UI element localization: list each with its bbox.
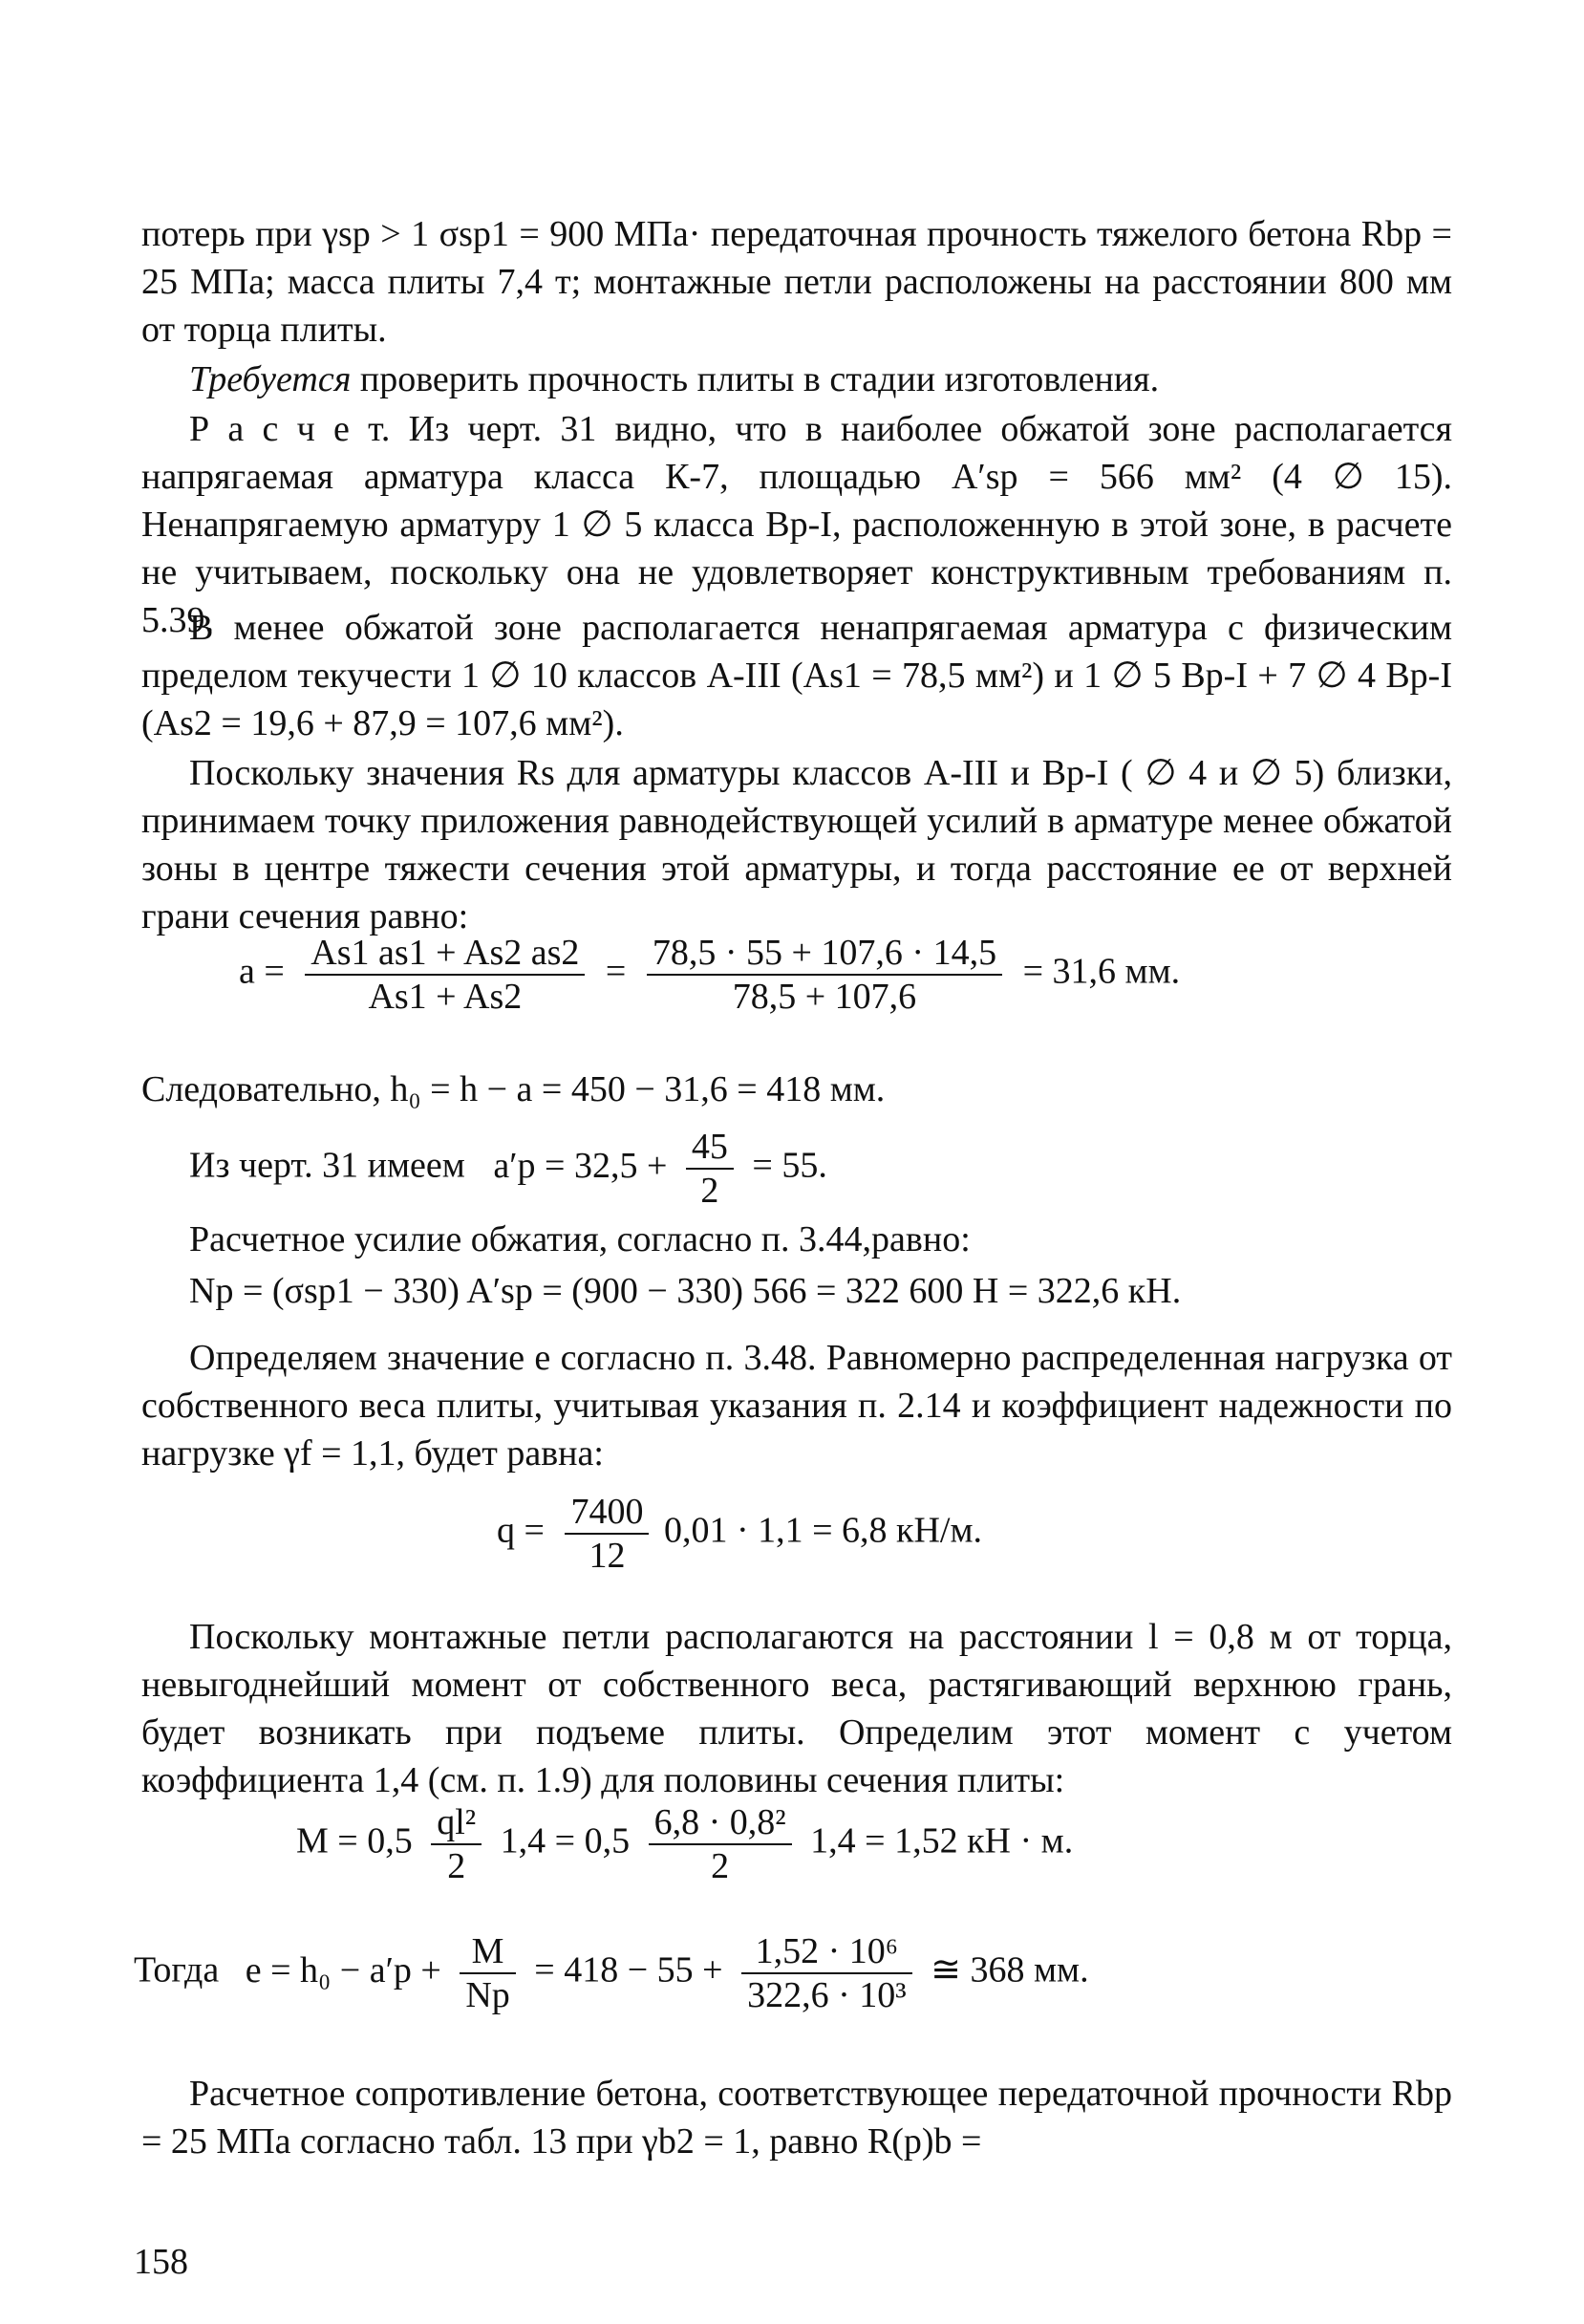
formula-m-result: 1,4 = 1,52 кН · м. xyxy=(810,1820,1074,1861)
paragraph-required xyxy=(141,355,1452,403)
paragraph-h0: Следовательно, h₀ = h − a = 450 − 31,6 = 418 мм. xyxy=(141,1069,886,1109)
paragraph-mounting-loops: Поскольку монтажные петли располагаются на расстоянии l = 0,8 м от торца, невыгоднейший момент от собственного веса, растягивающий верхнюю грань, будет возникать при подъеме плиты. Определим этот момент с учетом коэффициента 1,4 (см. п. 1.9) для половины сечения плиты: xyxy=(141,1617,1452,1800)
fraction-a-symbolic xyxy=(305,932,585,1018)
fraction-e-symbolic xyxy=(460,1930,515,2016)
calc-heading: Р а с ч е т. xyxy=(189,409,391,449)
fraction-numerator: 45 xyxy=(686,1126,734,1170)
calc-text: Из черт. 31 видно, что в наиболее обжатой зоне располагается напрягаемая арматура класса К-7, площадью A′sp = 566 мм² (4 ∅ 15). Ненапрягаемую арматуру 1 ∅ 5 класса Вр-I, расположенную в этой зоне, в расчете не учитываем, поскольку она не удовлетворяет конструктивным требованиям п. 5.39. xyxy=(141,409,1452,640)
fraction-denominator: As1 + As2 xyxy=(368,977,523,1017)
formula-a xyxy=(239,932,1180,1018)
formula-e-result: ≅ 368 мм. xyxy=(931,1949,1089,1990)
fraction-denominator: 2 xyxy=(700,1171,719,1211)
formula-ap-lhs: a′p = 32,5 + xyxy=(493,1145,668,1186)
fraction-denominator: 322,6 · 10³ xyxy=(747,1975,907,2015)
fraction-q xyxy=(565,1491,649,1577)
formula-ap-result: = 55. xyxy=(752,1145,827,1186)
formula-np: Np = (σsp1 − 330) A′sp = (900 − 330) 566 = 322 600 Н = 322,6 кН. xyxy=(189,1271,1182,1311)
fraction-denominator: 78,5 + 107,6 xyxy=(732,977,917,1017)
page-number: 158 xyxy=(134,2242,188,2282)
fraction-ap xyxy=(686,1126,734,1212)
formula-ap-intro: Из черт. 31 имеем xyxy=(189,1145,465,1186)
fraction-numerator: 1,52 · 10⁶ xyxy=(741,1930,912,1974)
formula-e-middle: = 418 − 55 + xyxy=(534,1949,723,1990)
paragraph-rs-values: Поскольку значения Rs для арматуры классов A-III и Вр-I ( ∅ 4 и ∅ 5) близки, принимаем точку приложения равнодействующей усилий в арматуре менее обжатой зоны в центре тяжести сечения этой арматуры, и тогда расстояние ее от верхней грани сечения равно: xyxy=(141,753,1452,936)
fraction-denominator: 2 xyxy=(447,1846,466,1886)
formula-m-middle: 1,4 = 0,5 xyxy=(500,1820,631,1861)
formula-q-lhs: q = xyxy=(497,1510,545,1551)
formula-e-lhs: e = h₀ − a′p + xyxy=(245,1949,441,1990)
formula-q xyxy=(497,1491,982,1577)
formula-m-lhs: M = 0,5 xyxy=(296,1820,413,1861)
formula-ap xyxy=(189,1126,827,1212)
fraction-denominator: 12 xyxy=(589,1536,626,1576)
formula-m xyxy=(296,1801,1073,1887)
fraction-m-numeric xyxy=(649,1801,792,1887)
paragraph-less-compressed-zone: В менее обжатой зоне располагается ненапрягаемая арматура с физическим пределом текучести 1 ∅ 10 классов A-III (As1 = 78,5 мм²) и 1 ∅ 5 Вр-I + 7 ∅ 4 Вр-I (As2 = 19,6 + 87,9 = 107,6 мм²). xyxy=(141,608,1452,743)
fraction-numerator: As1 as1 + As2 as2 xyxy=(305,932,585,976)
fraction-denominator: Np xyxy=(465,1975,510,2015)
formula-q-result: 0,01 · 1,1 = 6,8 кН/м. xyxy=(663,1510,983,1551)
formula-e xyxy=(134,1930,1089,2016)
fraction-numerator: M xyxy=(460,1930,515,1974)
formula-a-equals: = xyxy=(605,951,627,992)
paragraph-determine-e: Определяем значение e согласно п. 3.48. Равномерно распределенная нагрузка от собственного веса плиты, учитывая указания п. 2.14 и коэффициент надежности по нагрузке γf = 1,1, будет равна: xyxy=(141,1338,1452,1474)
paragraph-design-resistance: Расчетное сопротивление бетона, соответствующее передаточной прочности Rbp = 25 МПа согласно табл. 13 при γb2 = 1, равно R(p)b = xyxy=(141,2074,1452,2162)
italic-required: Требуется xyxy=(189,359,352,399)
fraction-denominator: 2 xyxy=(711,1846,730,1886)
formula-a-lhs: a = xyxy=(239,951,285,992)
fraction-m-symbolic xyxy=(431,1801,482,1887)
fraction-a-numeric xyxy=(647,932,1002,1018)
required-text: проверить прочность плиты в стадии изготовления. xyxy=(351,359,1160,399)
paragraph-conditions: потерь при γsp > 1 σsp1 = 900 МПа· передаточная прочность тяжелого бетона Rbp = 25 МПа; масса плиты 7,4 т; монтажные петли расположены на расстоянии 800 мм от торца плиты. xyxy=(141,214,1452,350)
fraction-numerator: 6,8 · 0,8² xyxy=(649,1801,792,1845)
fraction-numerator: 7400 xyxy=(565,1491,649,1535)
formula-a-result: = 31,6 мм. xyxy=(1022,951,1181,992)
fraction-numerator: 78,5 · 55 + 107,6 · 14,5 xyxy=(647,932,1002,976)
fraction-numerator: ql² xyxy=(431,1801,482,1845)
fraction-e-numeric xyxy=(741,1930,912,2016)
paragraph-compression-force: Расчетное усилие обжатия, согласно п. 3.44,равно: xyxy=(189,1219,971,1259)
formula-e-intro: Тогда xyxy=(134,1949,220,1990)
